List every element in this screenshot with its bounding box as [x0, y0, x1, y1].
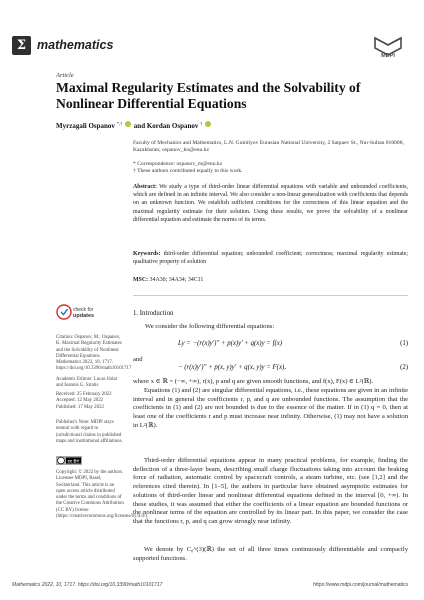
and-connector: and — [133, 356, 143, 363]
publication-dates — [56, 392, 124, 411]
article-type: Article — [56, 72, 74, 79]
academic-editors: Academic Editors: Lucas Jódar and Ioannis G. Stratis — [56, 377, 118, 389]
author-1-marks: *,† — [116, 121, 123, 126]
abstract — [133, 183, 408, 224]
mdpi-logo — [371, 36, 405, 58]
equation-1-number: (1) — [400, 340, 408, 347]
msc-label: MSC: — [133, 277, 149, 283]
msc-codes — [133, 276, 408, 284]
check-for-text: check for — [73, 307, 94, 313]
journal-logo — [12, 36, 31, 55]
keywords-text: third-order differential equation; unbounded coefficient; correctness; maximal regularity estimate; qualitative property of solution — [133, 251, 408, 266]
msc-text: 34A30; 34A34; 34C11 — [149, 277, 204, 283]
copyright-block: Copyright: © 2022 by the authors. Licensee MDPI, Basel, Switzerland. This article is an open access article distributed under the terms and conditions of the Creative Commons Attribution (CC BY) license (https://creativecommons.org/licenses/by/4.0/). — [56, 470, 149, 520]
journal-logo-symbol: Σ — [16, 38, 27, 53]
author-2-marks: † — [200, 121, 203, 126]
author-and: and — [133, 122, 146, 130]
orcid-icon[interactable] — [125, 121, 131, 127]
equation-2-body: − (r(x)y′)″ + p(x, y)y′ + q(x, y)y = F(x), — [178, 364, 286, 371]
paragraph-4: We denote by C₀^(3)(ℝ) the set of all three times continuously differentiable and compactly supported functions. — [133, 546, 408, 562]
equation-1-body: Ly = −(r(x)y′)″ + p(x)y′ + q(x)y = f(x) — [178, 340, 283, 347]
accepted-date: Accepted: 12 May 2022 — [56, 398, 104, 404]
paragraph-2: Equations (1) and (2) are singular differential equations, i.e., these equations are given in an infinite interval and in general the coefficients r, p, and q are unbounded functions. The assumption that the coefficients in (1) and (2) are not bounded is due to the essence of the matter. If in (1) q = 0, then at least one of the coefficients r and p must increase near infinity. Otherwise, (1) may not have a solution in L²(ℝ). — [133, 387, 408, 429]
footer-citation[interactable]: Mathematics 2022, 10, 1717. https://doi.org/10.3390/math10101717 — [12, 582, 163, 588]
paper-title: Maximal Regularity Estimates and the Solvability of Nonlinear Differential Equations — [56, 80, 361, 111]
author-name-1[interactable]: Myrzagali Ospanov — [56, 122, 115, 130]
author-name-2[interactable]: Kordan Ospanov — [146, 122, 199, 130]
paragraph-3: Third-order differential equations appear in many practical problems, for example, finding the deflection of a three-layer beam, describing small charge fluctuations taking into account the braking force of radiation, automatic control by spacecraft controls, a steam turbine, etc. (see [1,2] and the references cited therein). In [1–5], the authors in particular have obtained asymptotic estimates for solutions of third-order linear and nonlinear differential equations defined in the interval [0, +∞). In these studies, it was assumed that either the coefficients of a linear equation are bounded functions or the nonlinear terms of the equation are controlled by its linear part. In this paper, we consider the case that the functions r, p, and q can grow strongly near infinity. — [133, 457, 408, 525]
mdpi-logo-text: MDPI — [381, 53, 395, 58]
published-date: Published: 17 May 2022 — [56, 404, 104, 410]
citation-block[interactable]: Citation: Ospanov, M.; Ospanov, K. Maximal Regularity Estimates and the Solvability of Nonlinear Differential Equations. Mathematics 2022, 10, 1717. https://doi.org/10.3390/math10101717 — [56, 335, 132, 372]
section-divider — [133, 295, 408, 296]
section-heading-introduction: 1. Introduction — [133, 310, 174, 317]
affiliation: Faculty of Mechanics and Mathematics, L.N. Gumilyov Eurasian National University, 2 Satpaev St., Nur-Sultan 010008, Kazakhstan; ospanov_kn@enu.kz — [133, 140, 404, 153]
publisher-note: Publisher's Note: MDPI stays neutral with regard to jurisdictional claims in published maps and institutional affiliations. — [56, 420, 123, 444]
equal-contribution-note: † These authors contributed equally to this work. — [133, 168, 243, 174]
abstract-text: We study a type of third-order linear differential equations with variable and unbounded coefficients, which are defined in an infinite interval. We also consider a non-linear generalization with coefficients that depends on an unknown function. We establish sufficient conditions for the correctness of this linear equation and the maximal regularity estimate for their solution. Using these results, we prove the solvability of a nonlinear differential equation and estimate the norms of its terms. — [133, 184, 408, 223]
received-date: Received: 25 February 2022 — [56, 392, 112, 397]
footer-journal-url[interactable]: https://www.mdpi.com/journal/mathematics — [313, 582, 408, 588]
abstract-label: Abstract: — [133, 184, 157, 190]
correspondence: * Correspondence: ospanov_m@enu.kz — [133, 161, 223, 167]
equation-2-number: (2) — [400, 364, 408, 371]
keywords-label: Keywords: — [133, 251, 161, 257]
orcid-icon[interactable] — [205, 121, 211, 127]
journal-name: mathematics — [37, 38, 114, 52]
updates-text: updates — [73, 313, 95, 319]
check-for-updates-badge[interactable] — [56, 303, 96, 321]
cc-by-license-icon[interactable] — [56, 456, 82, 465]
keywords — [133, 250, 408, 266]
author-line — [56, 121, 212, 130]
intro-lead-sentence: We consider the following differential equations: — [145, 323, 275, 330]
cc-by-text: cc BY — [67, 458, 80, 464]
where-clause: where x ∈ ℝ = (−∞, +∞), r(x), p and q are given smooth functions, and f(x), F(x) ∈ L²(ℝ). — [133, 378, 374, 385]
